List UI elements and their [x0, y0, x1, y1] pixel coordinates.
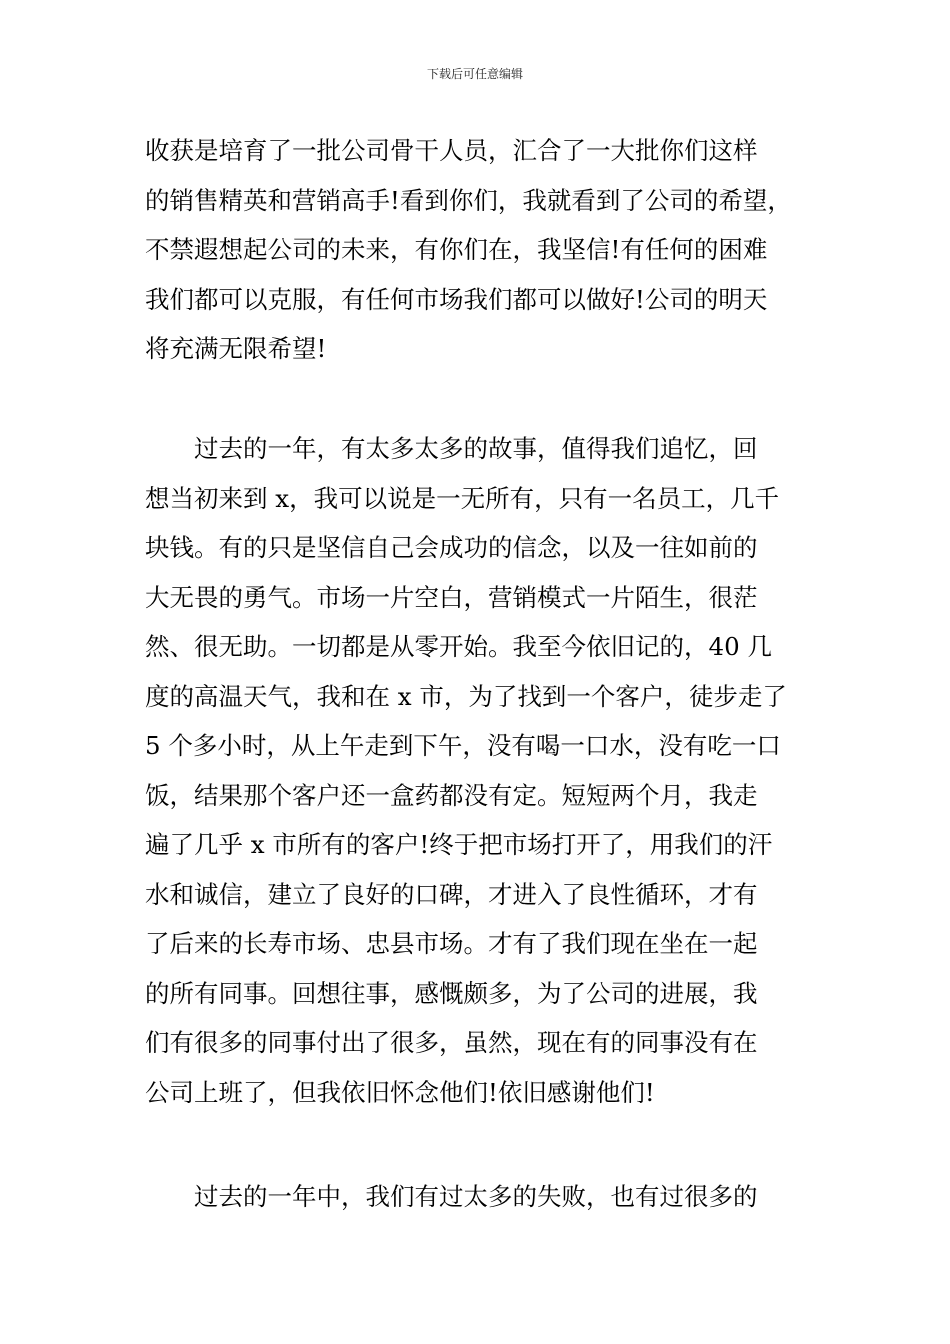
- text-line: 的所有同事。回想往事，感慨颇多，为了公司的进展，我: [145, 978, 758, 1008]
- text-line: 块钱。有的只是坚信自己会成功的信念，以及一往如前的: [145, 533, 758, 562]
- text-line: 了后来的长寿市场、忠县市场。才有了我们现在坐在一起: [145, 929, 758, 958]
- text-line: 饭，结果那个客户还一盒药都没有定。短短两个月，我走: [145, 780, 758, 810]
- text-line: 想当初来到 x，我可以说是一无所有，只有一名员工，几千: [145, 483, 780, 513]
- page-header-note: 下载后可任意编辑: [426, 67, 523, 81]
- text-line: 我们都可以克服，有任何市场我们都可以做好!公司的明天: [145, 284, 768, 314]
- text-line: 公司上班了，但我依旧怀念他们!依旧感谢他们!: [145, 1077, 655, 1107]
- text-line: 过去的一年中，我们有过太多的失败，也有过很多的: [145, 1182, 758, 1211]
- paragraph-1: [145, 126, 810, 374]
- text-line: 们有很多的同事付出了很多，虽然，现在有的同事没有在: [145, 1028, 758, 1057]
- text-line: 的销售精英和营销高手!看到你们，我就看到了公司的希望，: [145, 185, 792, 215]
- paragraph-3: [145, 1172, 810, 1222]
- paragraph-2: [145, 424, 810, 1117]
- text-line: 度的高温天气，我和在 x 市，为了找到一个客户，徒步走了: [145, 681, 787, 711]
- text-line: 5 个多小时，从上午走到下午，没有喝一口水，没有吃一口: [145, 731, 781, 760]
- text-line: 然、很无助。一切都是从零开始。我至今依旧记的，40 几: [145, 632, 772, 661]
- text-line: 不禁遐想起公司的未来，有你们在，我坚信!有任何的困难: [145, 235, 768, 264]
- text-line: 收获是培育了一批公司骨干人员，汇合了一大批你们这样: [145, 136, 758, 165]
- text-line: 大无畏的勇气。市场一片空白，营销模式一片陌生，很茫: [145, 582, 758, 612]
- text-line: 将充满无限希望!: [145, 334, 327, 363]
- text-line: 过去的一年，有太多太多的故事，值得我们追忆，回: [145, 434, 758, 463]
- text-line: 遍了几乎 x 市所有的客户!终于把市场打开了，用我们的汗: [145, 830, 773, 859]
- text-line: 水和诚信，建立了良好的口碑，才进入了良性循环，才有: [145, 879, 758, 909]
